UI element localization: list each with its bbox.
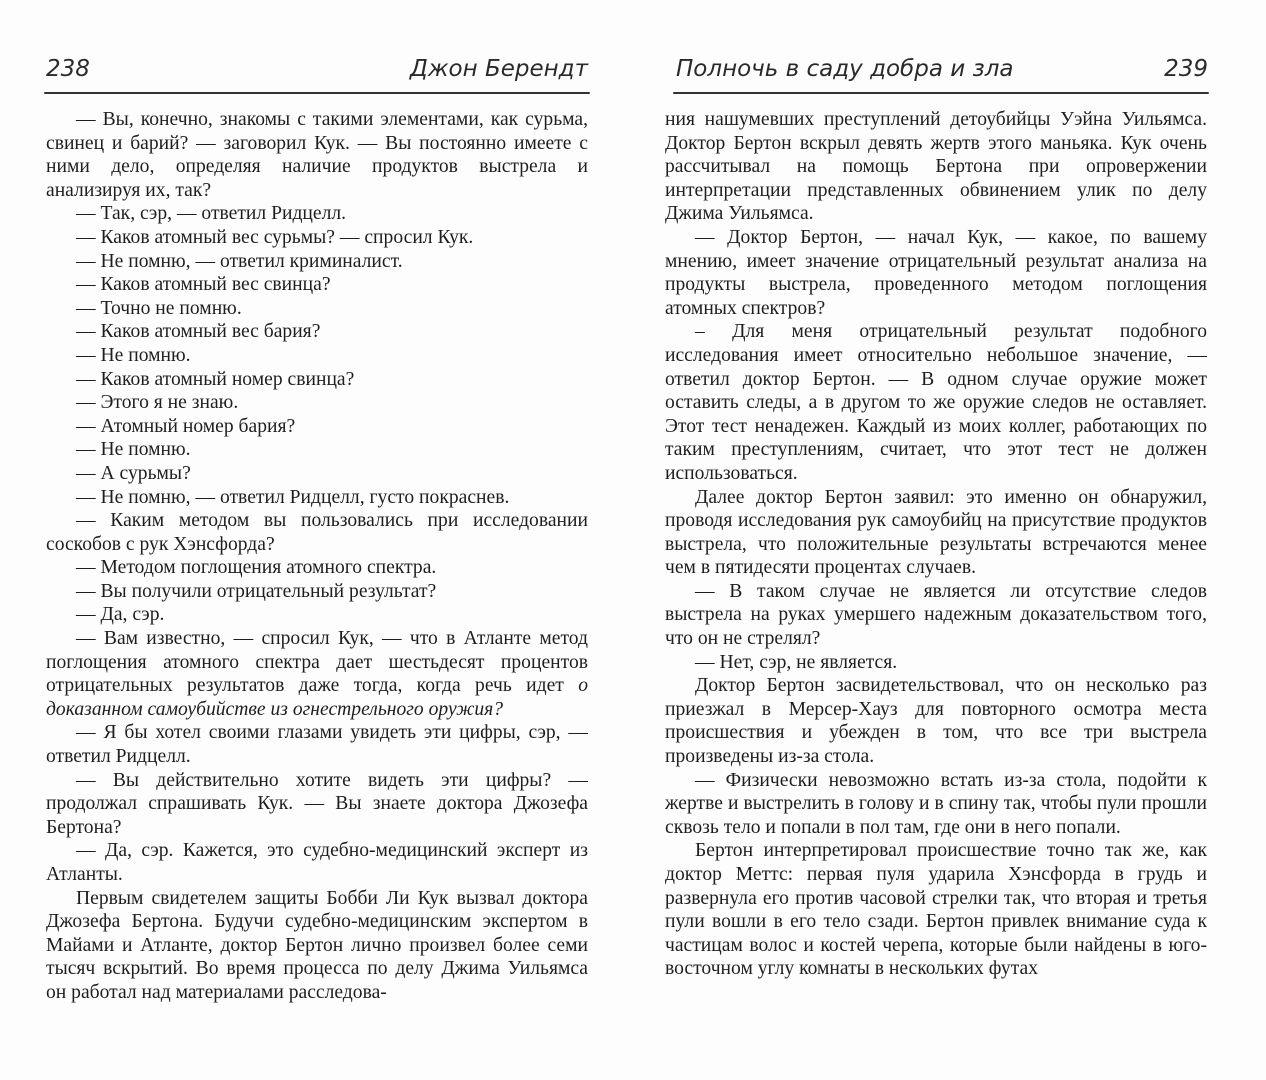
- paragraph: — Доктор Бертон, — начал Кук, — какое, по вашему мнению, имеет значение отрицательный результат анализа на продукты выстрела, проведенного методом поглощения атомных спектров?: [665, 226, 1207, 319]
- right-page-body: [665, 108, 1207, 981]
- paragraph: – Для меня отрицательный результат подобного исследования имеет относительно небольшое значение, — ответил доктор Бертон. — В одном случае оружие может оставить следы, а в другом то же оружие следов не оставляет. Этот тест ненадежен. Каждый из моих коллег, работающих по таким преступлениям, считает, что этот тест не должен использоваться.: [665, 321, 1207, 484]
- paragraph: Далее доктор Бертон заявил: это именно он обнаружил, проводя исследования рук самоубийц на присутствие продуктов выстрела, что положительные результаты встречаются менее чем в пятидесяти процентах случаев.: [665, 486, 1207, 579]
- dialog-line: — Каков атомный номер свинца?: [76, 368, 355, 390]
- dialog-line: — Каков атомный вес сурьмы? — спросил Кук.: [76, 226, 474, 248]
- paragraph: — Каким методом вы пользовались при исследовании соскобов с рук Хэнсфорда?: [46, 510, 588, 555]
- paragraph-continuation: ния нашумевших преступлений детоубийцы Уэйна Уильямса. Доктор Бертон вскрыл девять жертв этого маньяка. Кук очень рассчитывал на помощь Бертона при опровержении интерпретации представленных обвинением улик по делу Джима Уильямса.: [665, 109, 1207, 225]
- right-page: [633, 0, 1266, 1080]
- paragraph: — Вы, конечно, знакомы с такими элементами, как сурьма, свинец и барий? — заговорил Кук. — Вы постоянно имеете с ними дело, определяя наличие продуктов выстрела и анализируя их, так?: [46, 109, 588, 201]
- page-number: 238: [46, 56, 90, 82]
- dialog-line: — Методом поглощения атомного спектра.: [76, 557, 437, 579]
- dialog-line: — Так, сэр, — ответил Ридцелл.: [76, 203, 347, 225]
- running-head-author: Джон Берендт: [409, 56, 588, 82]
- header-rule: [673, 92, 1209, 94]
- right-page-header: [676, 56, 1208, 90]
- dialog-line: — Нет, сэр, не является.: [695, 651, 898, 673]
- paragraph: — В таком случае не является ли отсутствие следов выстрела на руках умершего надежным доказательством того, что он не стрелял?: [665, 580, 1207, 650]
- dialog-line: — Каков атомный вес свинца?: [76, 274, 331, 296]
- paragraph: Бертон интерпретировал происшествие точно так же, как доктор Меттс: первая пуля ударила Хэнсфорда в грудь и развернула его против часовой стрелки так, что вторая и третья пули вошли в его тело сзади. Бертон привлек внимание суда к частицам волос и костей черепа, которые были найдены в юго-восточном углу комнаты в нескольких футах: [665, 840, 1207, 980]
- paragraph: Доктор Бертон засвидетельствовал, что он несколько раз приезжал в Мерсер-Хауз для повторного осмотра места происшествия и убежден в том, что все три выстрела произведены из-за стола.: [665, 675, 1207, 768]
- dialog-line: — Не помню, — ответил криминалист.: [76, 250, 403, 272]
- paragraph: — Вам известно, — спросил Кук, — что в Атланте метод поглощения атомного спектра дает шестьдесят процентов отрицательных результатов даже тогда, когда речь идет о доказанном самоубийстве из огнестрельного оружия?: [46, 628, 588, 720]
- page-number: 239: [1164, 56, 1208, 82]
- left-page-body: [46, 108, 588, 1005]
- header-rule: [44, 92, 590, 94]
- paragraph: — Я бы хотел своими глазами увидеть эти цифры, сэр, — ответил Ридцелл.: [46, 722, 588, 768]
- dialog-line: — Да, сэр.: [76, 604, 165, 626]
- paragraph: — Вы действительно хотите видеть эти цифры? — продолжал спрашивать Кук. — Вы знаете доктора Джозефа Бертона?: [46, 769, 588, 838]
- left-page-header: [46, 56, 588, 90]
- dialog-line: — Не помню.: [76, 344, 191, 366]
- dialog-line: — Этого я не знаю.: [76, 392, 239, 414]
- dialog-line: — Вы получили отрицательный результат?: [76, 580, 437, 602]
- dialog-line: — Атомный номер бария?: [76, 415, 296, 437]
- dialog-line: — Каков атомный вес бария?: [76, 321, 321, 343]
- paragraph: Первым свидетелем защиты Бобби Ли Кук вызвал доктора Джозефа Бертона. Будучи судебно-медицинским экспертом в Майами и Атланте, доктор Бертон лично произвел более семи тысяч вскрытий. Во время процесса по делу Джима Уильямса он работал над материалами расследова-: [46, 887, 588, 1003]
- running-head-title: Полночь в саду добра и зла: [676, 56, 1014, 82]
- paragraph: — Физически невозможно встать из-за стола, подойти к жертве и выстрелить в голову и в спину так, чтобы пули прошли сквозь тело и попали в пол там, где они в него попали.: [665, 769, 1207, 838]
- dialog-line: — Точно не помню.: [76, 297, 242, 319]
- dialog-line: — Не помню, — ответил Ридцелл, густо покраснев.: [76, 486, 510, 508]
- italic-emphasis: о доказанном самоубийстве из огнестрельного оружия?: [46, 675, 588, 720]
- dialog-line: — А сурьмы?: [76, 462, 191, 484]
- paragraph: — Да, сэр. Кажется, это судебно-медицинский эксперт из Атланты.: [46, 840, 588, 885]
- dialog-line: — Не помню.: [76, 439, 191, 461]
